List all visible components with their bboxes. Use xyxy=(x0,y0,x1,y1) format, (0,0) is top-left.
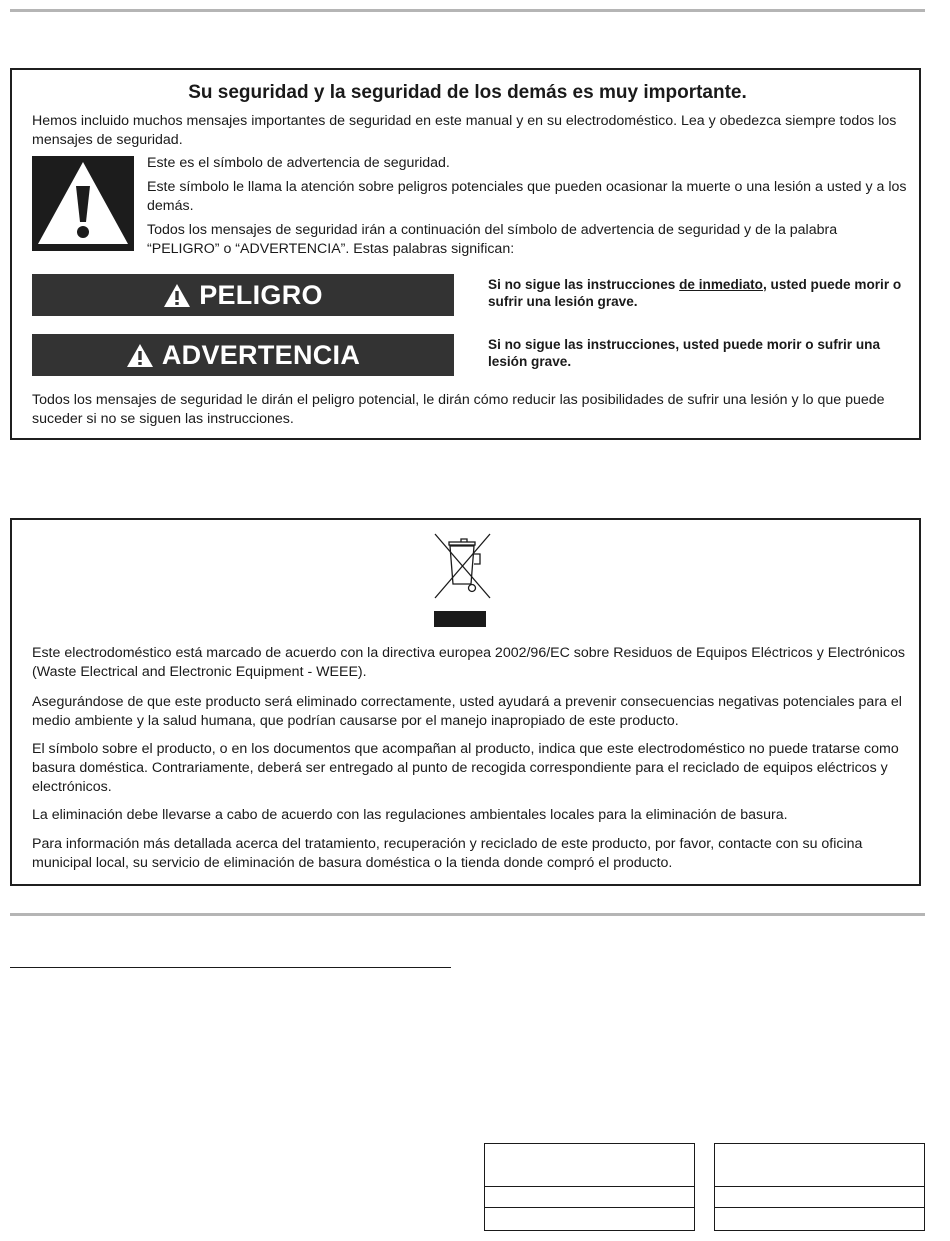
safety-alert-symbol xyxy=(32,156,134,251)
symbol-line-3: Todos los mensajes de seguridad irán a continuación del símbolo de advertencia de seguridad y de la palabra “PELIGRO” o “ADVERTENCIA”. Estas palabras significan: xyxy=(147,222,838,257)
weee-paragraph-2: Asegurándose de que este producto será eliminado correctamente, usted ayudará a prevenir consecuencias negativas potenciales para el medio ambiente y la salud humana, que podrían causarse por el manejo inapropiado de este producto. xyxy=(32,694,902,729)
record-box-right xyxy=(714,1143,925,1231)
safety-title: Su seguridad y la seguridad de los demás es muy importante. xyxy=(188,82,747,103)
bottom-divider xyxy=(10,913,925,916)
warning-triangle-icon xyxy=(163,283,191,308)
danger-meaning-part-2: , usted puede morir o sufrir una lesión grave. xyxy=(488,277,902,309)
weee-paragraph-1: Este electrodoméstico está marcado de acuerdo con la directiva europea 2002/96/EC sobre Residuos de Equipos Eléctricos y Electrónicos (Waste Electrical and Electronic Equipment - WEEE). xyxy=(32,645,906,680)
warning-triangle-icon xyxy=(32,156,134,251)
weee-box xyxy=(10,518,921,886)
weee-paragraph-5: Para información más detallada acerca del tratamiento, recuperación y reciclado de este producto, por favor, contacte con su oficina municipal local, su servicio de eliminación de basura doméstica o la tienda donde compró el producto. xyxy=(32,836,863,871)
danger-meaning xyxy=(488,276,908,310)
record-box-row-divider xyxy=(715,1207,924,1208)
danger-meaning-underlined: de inmediato xyxy=(679,277,763,292)
danger-meaning-part-1: Si no sigue las instrucciones xyxy=(488,277,680,292)
danger-label: PELIGRO xyxy=(199,279,323,310)
record-box-left xyxy=(484,1143,695,1231)
warning-signal-bar xyxy=(32,334,454,376)
crossed-out-wheelie-bin-icon xyxy=(432,532,498,628)
record-box-row-divider xyxy=(485,1186,694,1187)
safety-intro: Hemos incluido muchos mensajes importantes de seguridad en este manual y en su electrodoméstico. Lea y obedezca siempre todos los mensajes de seguridad. xyxy=(32,113,897,148)
weee-paragraph-4: La eliminación debe llevarse a cabo de acuerdo con las regulaciones ambientales locales para la eliminación de basura. xyxy=(32,807,788,823)
top-divider xyxy=(10,9,925,12)
danger-signal-bar xyxy=(32,274,454,316)
safety-box xyxy=(10,68,921,440)
signature-line xyxy=(10,967,451,968)
record-box-row-divider xyxy=(715,1186,924,1187)
warning-label: ADVERTENCIA xyxy=(161,339,361,370)
record-box-row-divider xyxy=(485,1207,694,1208)
warning-triangle-icon xyxy=(126,343,154,368)
warning-meaning: Si no sigue las instrucciones, usted puede morir o sufrir una lesión grave. xyxy=(488,337,881,369)
symbol-line-2: Este símbolo le llama la atención sobre peligros potenciales que pueden ocasionar la muerte o una lesión a usted y a los demás. xyxy=(147,179,907,214)
symbol-line-1: Este es el símbolo de advertencia de seguridad. xyxy=(147,155,450,171)
safety-closing: Todos los mensajes de seguridad le dirán el peligro potencial, le dirán cómo reducir las posibilidades de sufrir una lesión y lo que puede suceder si no se siguen las instrucciones. xyxy=(32,392,885,427)
weee-paragraph-3: El símbolo sobre el producto, o en los documentos que acompañan al producto, indica que este electrodoméstico no puede tratarse como basura doméstica. Contrariamente, deberá ser entregado al punto de recogida correspondiente para el reciclado de equipos eléctricos y electrónicos. xyxy=(32,741,899,795)
